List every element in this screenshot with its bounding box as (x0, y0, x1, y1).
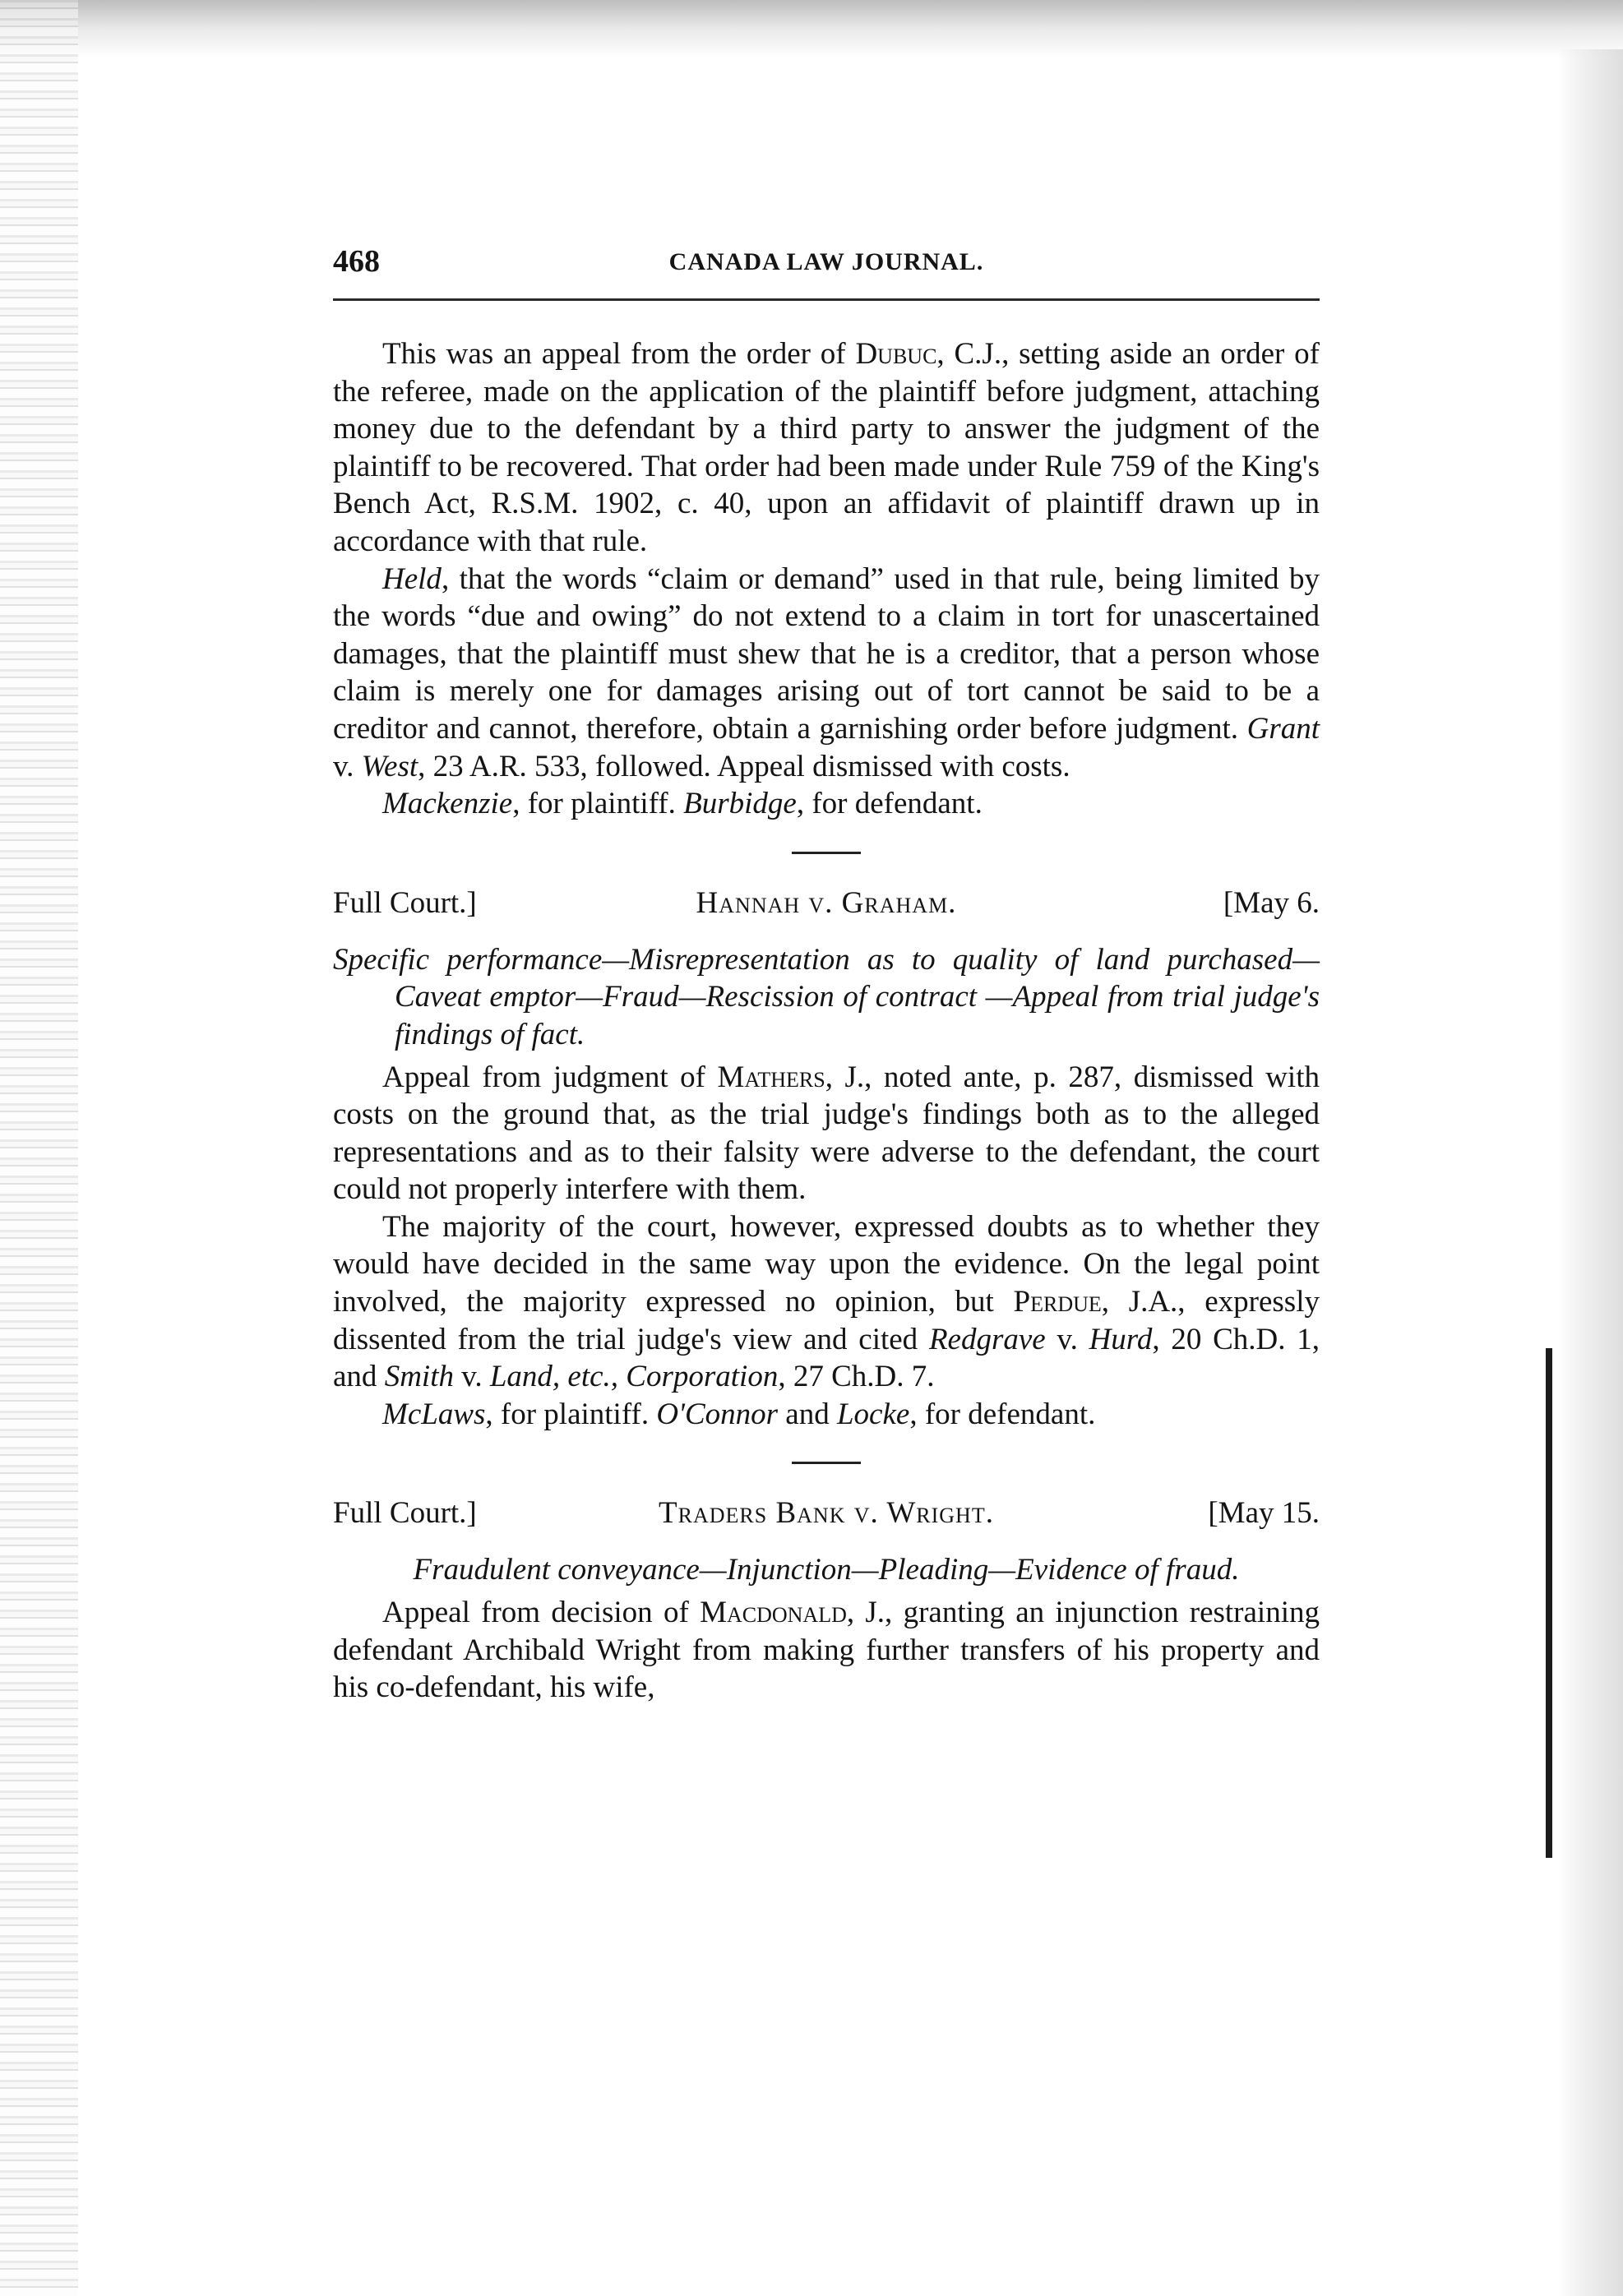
text-run: , 20 Ch.D. 1, and (333, 1322, 1320, 1394)
case-date: [May 15. (1208, 1496, 1320, 1531)
scan-shadow-right (1557, 49, 1623, 2296)
case-party: West (361, 749, 418, 783)
counsel-name: Mackenzie (382, 787, 513, 821)
case2-headnote: Specific performance—Misrepresentation as to quality of land purchased—Caveat emptor—Fraud—Rescission of contract —Appeal from trial judge's findings of fact. (333, 942, 1320, 1051)
body-text (333, 335, 1320, 1707)
text-run: , 23 A.R. 533, followed. Appeal dismissed with costs. (418, 749, 1070, 783)
counsel-name: Burbidge (683, 787, 797, 821)
case-party: Hurd (1089, 1322, 1153, 1356)
text-run: v. (333, 749, 362, 783)
running-head (333, 243, 1320, 284)
binding-mark (1546, 1348, 1552, 1858)
case2-counsel-paragraph (333, 1396, 1320, 1434)
text-run: and (778, 1397, 837, 1431)
case-court: Full Court.] (333, 885, 477, 920)
case-name: Traders Bank v. Wright. (659, 1496, 994, 1531)
case2-majority-paragraph (333, 1208, 1320, 1396)
counsel-name: McLaws (382, 1397, 486, 1431)
held-label: Held (382, 561, 442, 596)
text-run: v. (453, 1360, 490, 1394)
case2-appeal-paragraph (333, 1059, 1320, 1208)
counsel-name: O'Connor (656, 1397, 779, 1431)
text-run: , J., noted ante, p. 287, dismissed with costs on the ground that, as the trial judge's findings both as to the alleged representations and as to their falsity were adverse to the defendant, the court could not properly interfere with them. (333, 1060, 1320, 1207)
text-run: , for plaintiff. (512, 787, 684, 821)
journal-title: CANADA LAW JOURNAL. (668, 248, 984, 275)
case1-summary-paragraph (333, 335, 1320, 561)
judge-name: Dubuc (855, 337, 937, 371)
text-run: , J., granting an injunction restraining defendant Archibald Wright from making further transfers of his property and his co-defendant, his wife, (333, 1596, 1320, 1705)
counsel-name: Locke (836, 1397, 910, 1431)
text-run: This was an appeal from the order of (382, 337, 856, 371)
text-run: , for defendant. (909, 1397, 1096, 1431)
case-party: Grant (1246, 711, 1320, 746)
judge-name: Mathers (717, 1060, 825, 1094)
header-rule (333, 298, 1320, 301)
judge-name: Perdue (1013, 1285, 1102, 1319)
text-run: , for defendant. (796, 787, 983, 821)
text-run: , that the words “claim or demand” used in that rule, being limited by the words “due and owing” do not extend to a claim in tort for unascertained damages, that the plaintiff must shew that he is a creditor, that a person whose claim is merely one for damages arising out of tort cannot be said to be a creditor and cannot, therefore, obtain a garnishing order before judgment. (333, 561, 1320, 746)
case3-header (333, 1495, 1320, 1535)
case3-appeal-paragraph (333, 1594, 1320, 1707)
text-run: Appeal from judgment of (382, 1060, 718, 1094)
case-party: Smith (384, 1360, 454, 1394)
section-divider (792, 1462, 861, 1464)
judge-name: Macdonald (700, 1596, 847, 1630)
journal-page (333, 0, 1320, 2296)
case1-counsel-paragraph (333, 785, 1320, 823)
text-run: , 27 Ch.D. 7. (778, 1360, 935, 1394)
case-name: Hannah v. Graham. (696, 885, 957, 920)
text-run: , C.J., setting aside an order of the referee, made on the application of the plaintiff before judgment, attaching money due to the defendant by a third party to answer the judgment of the plaintiff to be recovered. That order had been made under Rule 759 of the King's Bench Act, R.S.M. 1902, c. 40, upon an affidavit of plaintiff drawn up in accordance with that rule. (333, 337, 1320, 558)
case-party: Land, etc., Corporation (489, 1360, 779, 1394)
text-run: , J.A., expressly dissented from the trial judge's view and cited (333, 1285, 1320, 1356)
case-party: Redgrave (928, 1322, 1046, 1356)
case1-holding-paragraph (333, 561, 1320, 786)
text-run: v. (1045, 1322, 1089, 1356)
case-court: Full Court.] (333, 1496, 477, 1531)
case2-header (333, 885, 1320, 925)
scan-shadow-left (0, 0, 78, 2296)
section-divider (792, 852, 861, 854)
case-date: [May 6. (1223, 885, 1320, 920)
text-run: Appeal from decision of (382, 1596, 701, 1630)
text-run: , for plaintiff. (485, 1397, 657, 1431)
page-number: 468 (333, 244, 380, 279)
text-run: The majority of the court, however, expressed doubts as to whether they would have decided in the same way upon the evidence. On the legal point involved, the majority expressed no opinion, but (333, 1209, 1320, 1319)
case3-headnote: Fraudulent conveyance—Injunction—Pleading—Evidence of fraud. (413, 1553, 1240, 1587)
